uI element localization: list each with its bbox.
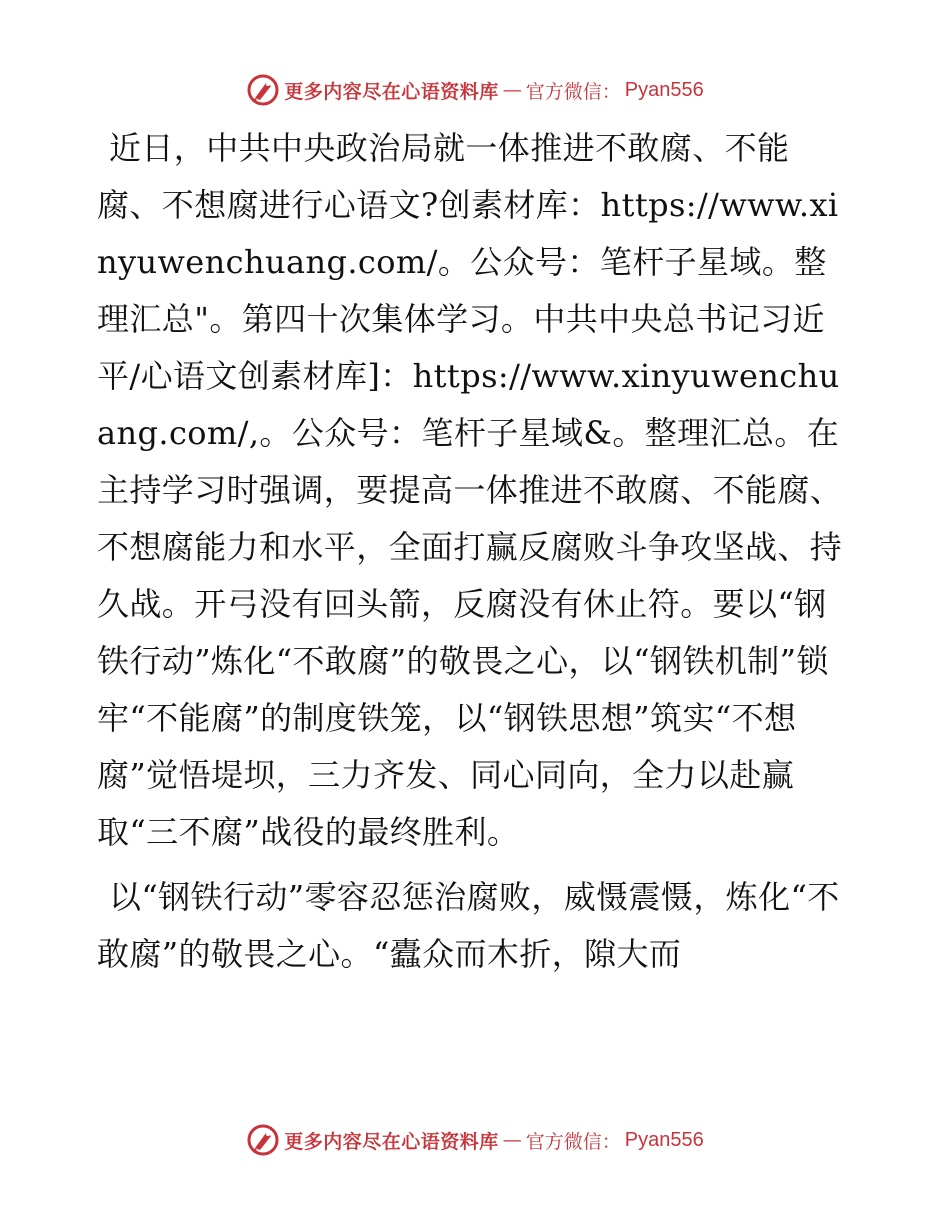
- pen-logo-icon: [246, 73, 280, 107]
- footer-wechat-id: Pyan556: [624, 1128, 704, 1151]
- document-body: [97, 120, 853, 983]
- banner-separator: —: [502, 79, 522, 101]
- banner-wechat-label: 官方微信：: [525, 80, 621, 103]
- paragraph-2: 以“钢铁行动”零容忍惩治腐败，威慑震慑，炼化“不敢腐”的敬畏之心。“蠹众而木折，隙大而: [97, 878, 840, 973]
- footer-slogan: 更多内容尽在心语资料库: [284, 1130, 499, 1153]
- banner-wechat-id: Pyan556: [624, 78, 704, 101]
- footer-banner-content: [246, 1123, 704, 1157]
- header-banner: [0, 70, 950, 110]
- footer-wechat-label: 官方微信：: [525, 1130, 621, 1153]
- footer-separator: —: [502, 1129, 522, 1151]
- banner-slogan: 更多内容尽在心语资料库: [284, 80, 499, 103]
- pen-logo-icon: [246, 1123, 280, 1157]
- paragraph-1: 近日，中共中央政治局就一体推进不敢腐、不能腐、不想腐进行心语文?创素材库：https://www.xinyuwenchuang.com/。公众号：笔杆子星域。整理汇总"。第四十次集体学习。中共中央总书记习近平/心语文创素材库]：https://www.xinyuwenchuang.com/,。公众号：笔杆子星域&。整理汇总。在主持学习时强调，要提高一体推进不敢腐、不能腐、不想腐能力和水平，全面打赢反腐败斗争攻坚战、持久战。开弓没有回头箭，反腐没有休止符。要以“钢铁行动”炼化“不敢腐”的敬畏之心，以“钢铁机制”锁牢“不能腐”的制度铁笼，以“钢铁思想”筑实“不想腐”觉悟堤坝，三力齐发、同心同向，全力以赴赢取“三不腐”战役的最终胜利。: [97, 129, 843, 851]
- banner-content: [246, 73, 704, 107]
- footer-banner: [0, 1120, 950, 1160]
